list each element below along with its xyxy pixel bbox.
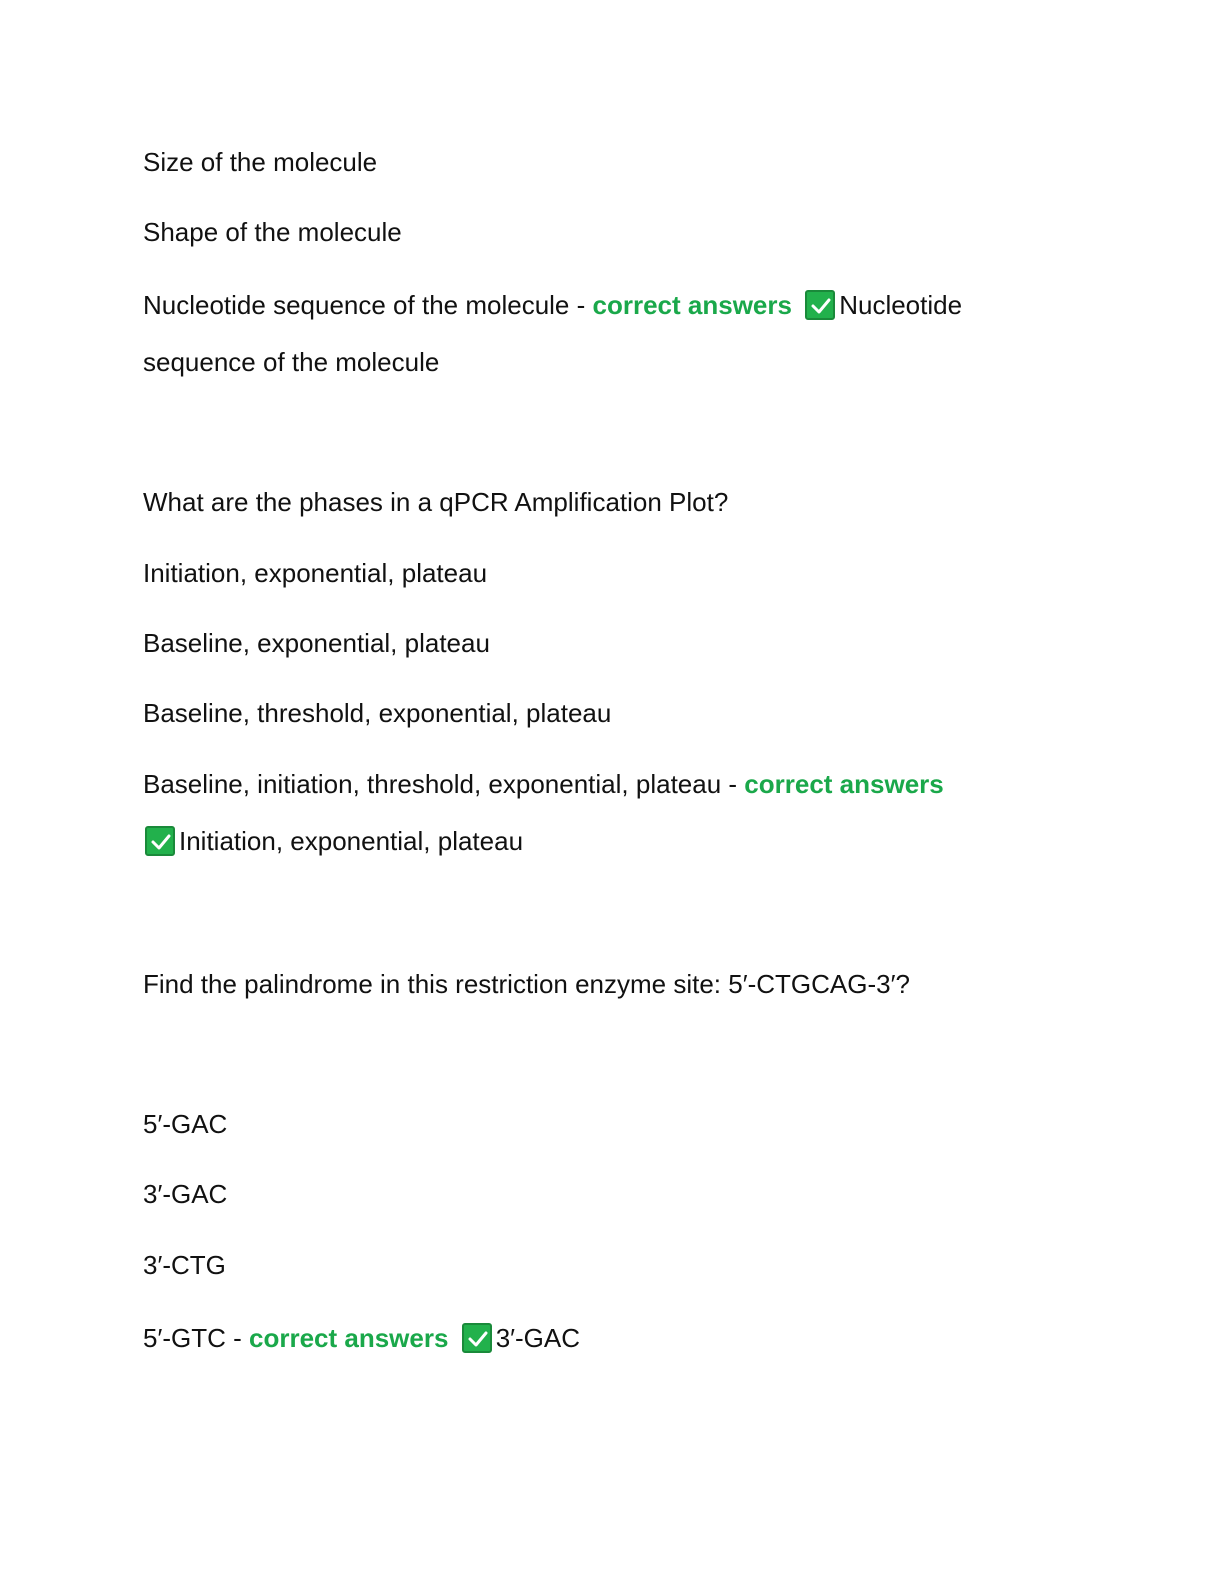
- q2-answer-row: [143, 824, 523, 858]
- q1-answer-part1: Nucleotide: [839, 290, 963, 320]
- q3-option-4: 5′-GTC -: [143, 1323, 242, 1353]
- check-mark-icon: [462, 1323, 492, 1353]
- q3-question: Find the palindrome in this restriction enzyme site: 5′-CTGCAG-3′?: [143, 969, 910, 999]
- q1-option-2: Shape of the molecule: [143, 217, 402, 247]
- check-mark-icon: [805, 290, 835, 320]
- q2-answer: Initiation, exponential, plateau: [179, 826, 524, 856]
- q1-option-3-row: [143, 288, 962, 322]
- q3-option-1: 5′-GAC: [143, 1109, 228, 1139]
- q3-option-3: 3′-CTG: [143, 1250, 226, 1280]
- check-mark-icon: [145, 826, 175, 856]
- q3-option-4-row: [143, 1321, 580, 1355]
- q2-correct-label: correct answers: [744, 769, 944, 799]
- q3-option-2: 3′-GAC: [143, 1179, 228, 1209]
- q2-option-1: Initiation, exponential, plateau: [143, 558, 488, 588]
- q3-correct-label: correct answers: [249, 1323, 449, 1353]
- q2-option-2: Baseline, exponential, plateau: [143, 628, 490, 658]
- q2-option-3: Baseline, threshold, exponential, plateau: [143, 698, 612, 728]
- q3-answer: 3′-GAC: [495, 1323, 581, 1353]
- q1-option-3: Nucleotide sequence of the molecule -: [143, 290, 586, 320]
- q1-correct-label: correct answers: [592, 290, 792, 320]
- q1-answer-part2: sequence of the molecule: [143, 347, 440, 377]
- q2-option-4-row: [143, 767, 944, 801]
- q2-option-4: Baseline, initiation, threshold, exponential, plateau -: [143, 769, 738, 799]
- q1-option-1: Size of the molecule: [143, 147, 378, 177]
- q2-question: What are the phases in a qPCR Amplification Plot?: [143, 487, 729, 517]
